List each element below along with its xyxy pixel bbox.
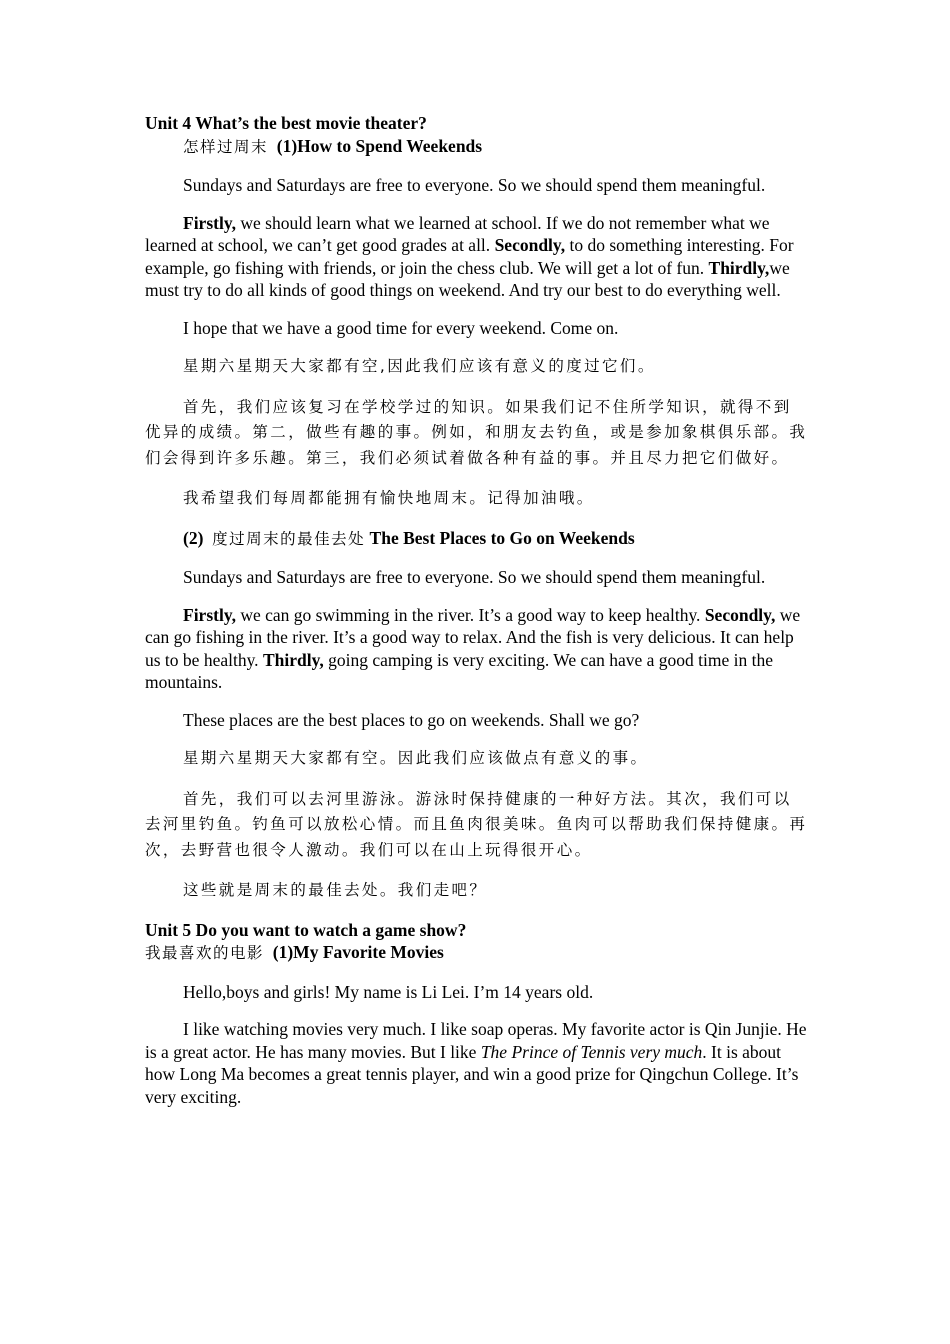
unit4-essay2-p2-b: we can go fishing in the river. It’s a good way to relax. And the fish is very delicious. It can help us to be healthy.	[145, 604, 801, 670]
unit5-essay1-p2	[145, 1018, 809, 1108]
unit4-essay2-zh1: 星期六星期天大家都有空。因此我们应该做点有意义的事。	[183, 749, 649, 767]
unit4-essay2-zh-title: 度过周末的最佳去处	[212, 529, 366, 548]
document-page	[145, 112, 809, 1123]
unit4-essay2-p1: Sundays and Saturdays are free to everyone. So we should spend them meaningful.	[183, 567, 766, 587]
firstly-label: Firstly,	[183, 604, 236, 625]
unit4-essay1-p1: Sundays and Saturdays are free to everyone. So we should spend them meaningful.	[183, 175, 766, 195]
unit4-essay2-p2	[145, 604, 809, 694]
unit5-essay1-p1: Hello,boys and girls! My name is Li Lei. I’m 14 years old.	[183, 981, 594, 1002]
unit4-essay1-en-title: (1)How to Spend Weekends	[276, 135, 483, 156]
thirdly-label: Thirdly,	[708, 257, 770, 278]
unit4-essay1-p2-a: we should learn what we learned at school. If we do not remember what we learned at school, we can’t get good grades at all.	[145, 212, 770, 255]
unit4-essay2-num: (2)	[183, 527, 204, 548]
unit4-essay1-zh1: 星期六星期天大家都有空,因此我们应该有意义的度过它们。	[183, 357, 656, 375]
thirdly-label: Thirdly,	[262, 649, 324, 670]
unit4-essay2-p2-c: going camping is very exciting. We can have a good time in the mountains.	[145, 649, 773, 692]
unit4-essay1-heading	[183, 135, 809, 159]
unit4-essay1-p3: I hope that we have a good time for every weekend. Come on.	[183, 317, 619, 338]
secondly-label: Secondly,	[494, 235, 566, 255]
unit5-essay1-heading	[145, 941, 809, 965]
secondly-label: Secondly,	[704, 604, 776, 625]
movie-title-italic: The Prince of Tennis very much	[480, 1041, 703, 1062]
unit4-essay2-en-title: The Best Places to Go on Weekends	[369, 527, 635, 548]
unit4-essay1-zh3: 我希望我们每周都能拥有愉快地周末。记得加油哦。	[183, 489, 595, 507]
firstly-label: Firstly,	[183, 212, 236, 233]
unit5-essay1-zh-title: 我最喜欢的电影	[145, 944, 265, 962]
unit4-title: Unit 4 What’s the best movie theater?	[145, 113, 427, 133]
unit4-essay2-p3: These places are the best places to go on weekends. Shall we go?	[183, 709, 640, 730]
unit5-title: Unit 5 Do you want to watch a game show?	[145, 919, 467, 940]
unit4-essay2-zh2: 首先，我们可以去河里游泳。游泳时保持健康的一种好方法。其次，我们可以去河里钓鱼。钓鱼可以放松心情。而且鱼肉很美味。鱼肉可以帮助我们保持健康。再次，去野营也很令人激动。我们可以在山上玩得很开心。	[145, 789, 808, 859]
unit4-essay1-p2-b: to do something interesting. For example, go fishing with friends, or join the chess club. We will get a lot of fun.	[145, 235, 794, 278]
unit4-essay2-p2-a: we can go swimming in the river. It’s a good way to keep healthy.	[235, 604, 705, 625]
unit5-essay1-p2-a: I like watching movies very much. I like soap operas. My favorite actor is Qin Junjie. He is a great actor. He has many movies. But I like	[145, 1019, 807, 1062]
unit4-essay1-p2-c: we must try to do all kinds of good things on weekend. And try our best to do everything well.	[145, 257, 790, 300]
unit4-essay2-zh3: 这些就是周末的最佳去处。我们走吧？	[183, 881, 488, 899]
unit4-essay2-heading	[183, 527, 809, 551]
unit4-essay1-zh2: 首先，我们应该复习在学校学过的知识。如果我们记不住所学知识，就得不到优异的成绩。第二，做些有趣的事。例如，和朋友去钓鱼，或是参加象棋俱乐部。我们会得到许多乐趣。第三，我们必须试着做各种有益的事。并且尽力把它们做好。	[145, 397, 808, 467]
unit5-essay1-p2-b: . It is about how Long Ma becomes a great tennis player, and win a good prize for Qingchun College. It’s very exciting.	[145, 1041, 799, 1107]
unit4-essay1-p2	[145, 212, 809, 302]
unit5-essay1-en-title: (1)My Favorite Movies	[272, 942, 444, 962]
unit4-essay1-zh-title: 怎样过周末	[183, 137, 269, 156]
